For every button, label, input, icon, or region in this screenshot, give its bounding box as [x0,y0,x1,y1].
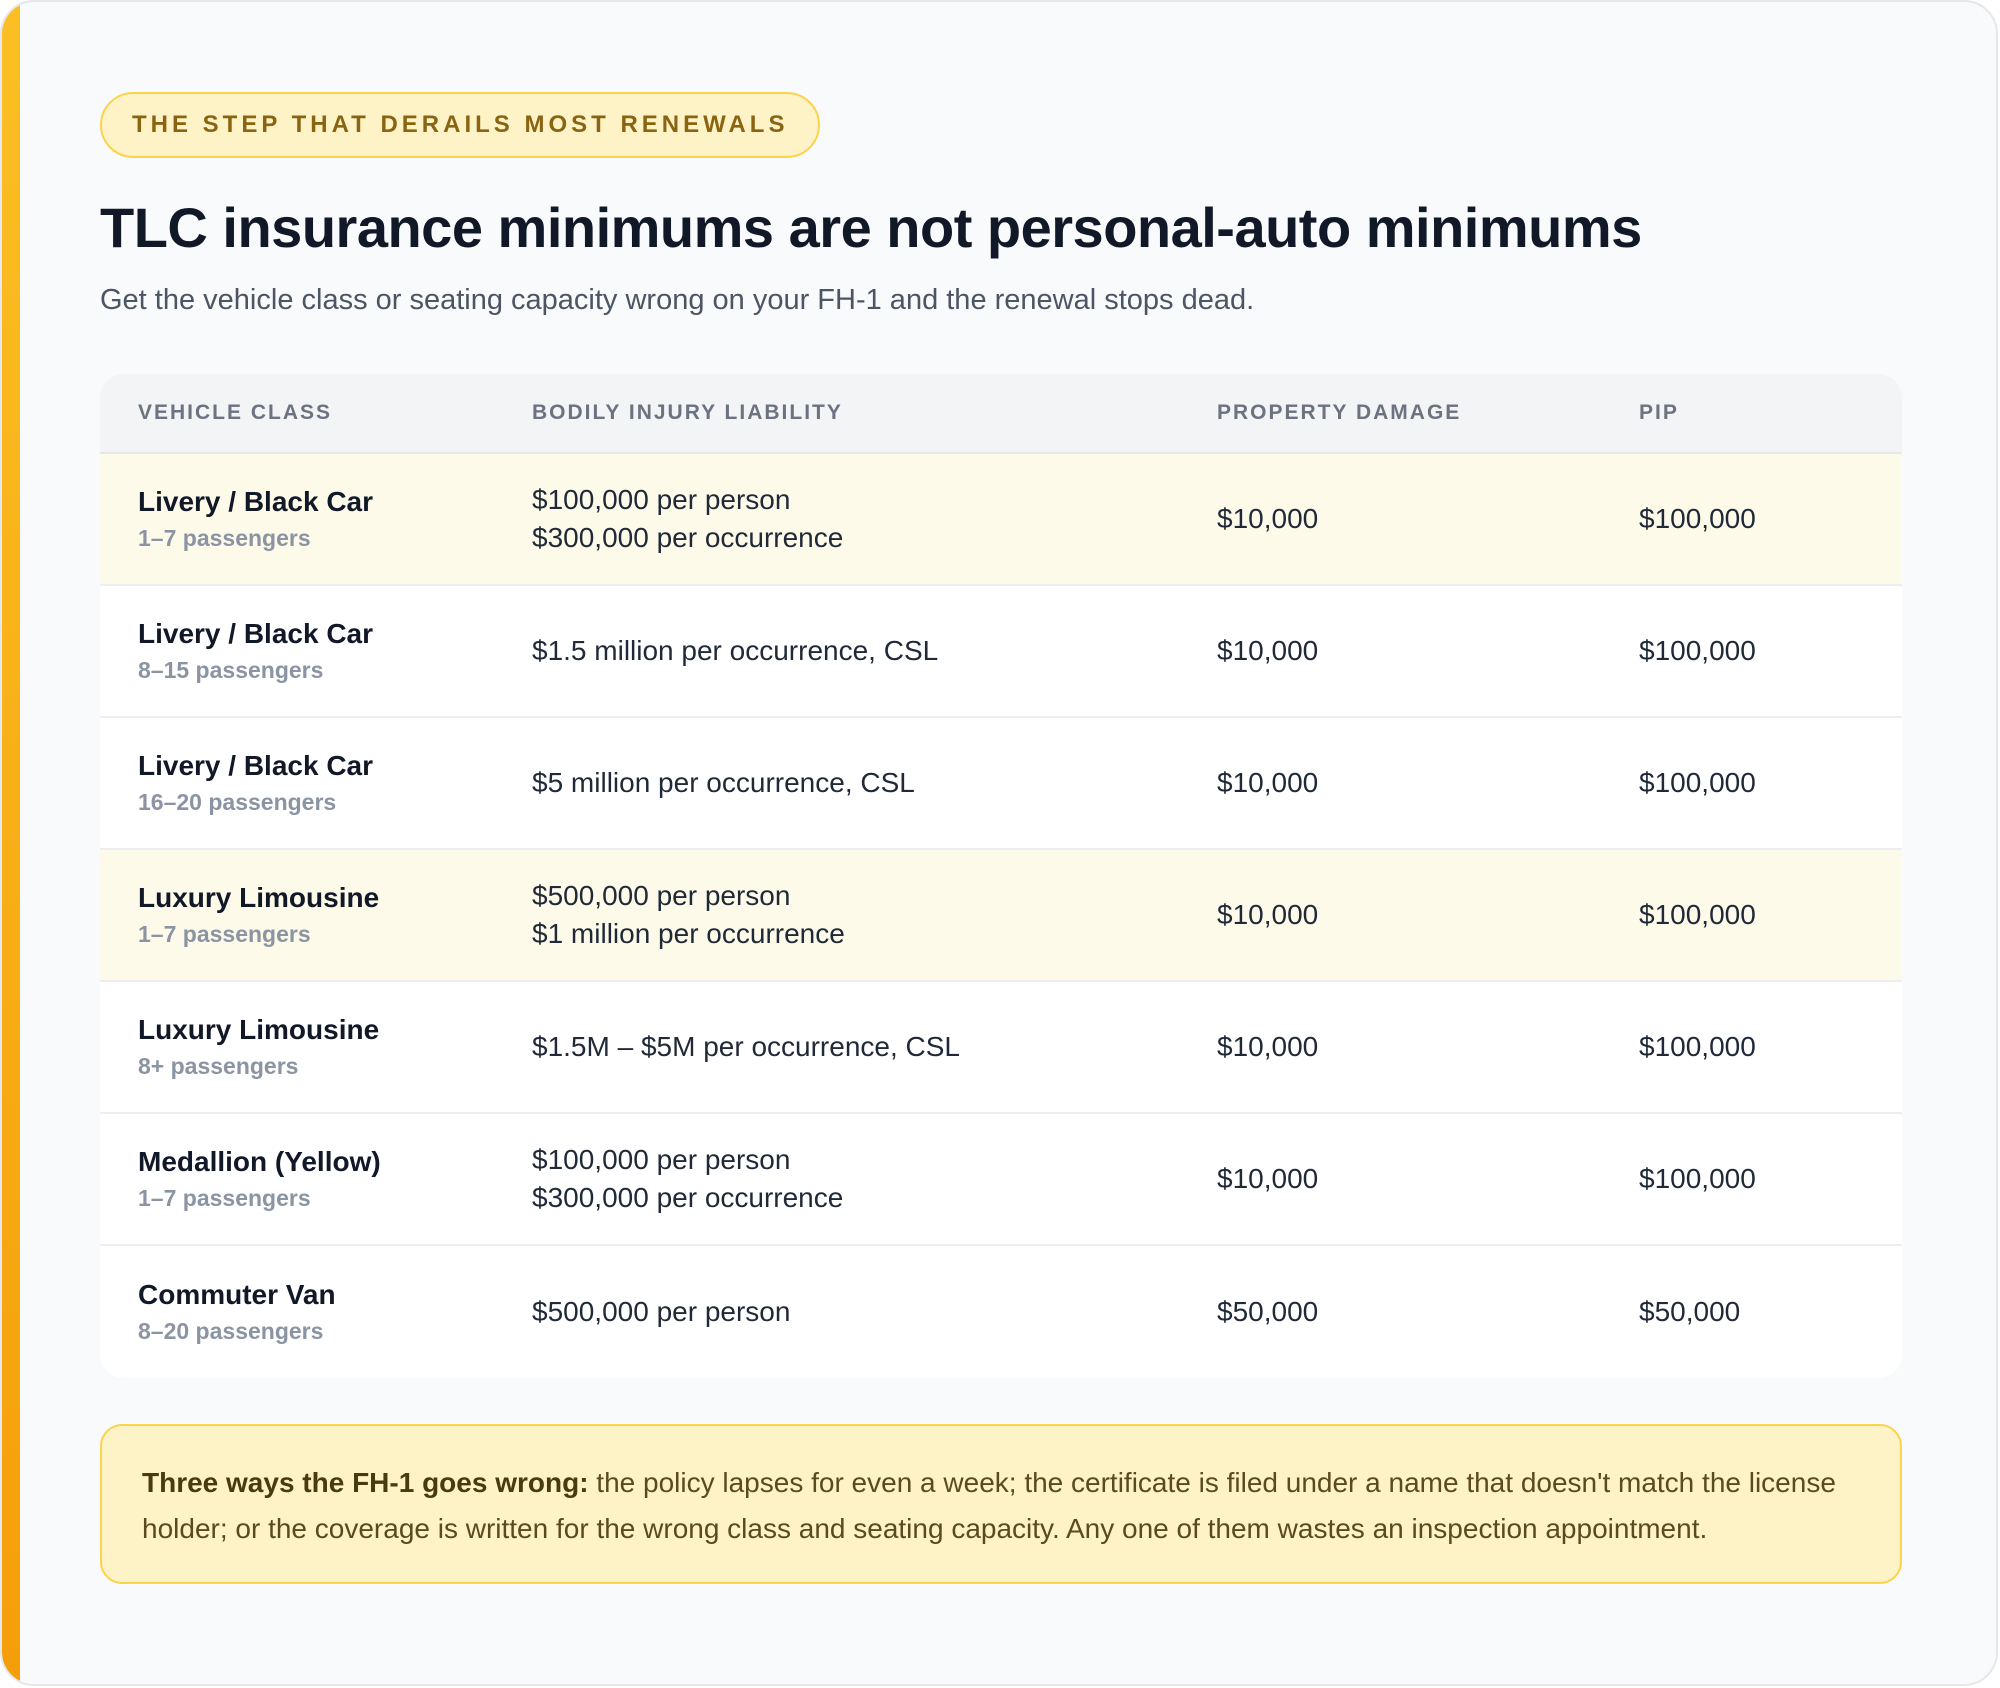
table-row [100,1114,1902,1246]
vehicle-class-cell [100,484,532,554]
vehicle-class-name: Luxury Limousine [138,1013,380,1045]
accent-bar [2,2,20,1684]
header-property-damage: PROPERTY DAMAGE [1217,401,1462,425]
header-vehicle-class: VEHICLE CLASS [138,401,333,425]
vehicle-class-cell [100,1144,532,1214]
bodily-injury-cell [532,481,1217,557]
table-row [100,586,1902,718]
property-damage-cell: $10,000 [1217,503,1319,535]
header-bodily-injury: BODILY INJURY LIABILITY [532,401,843,425]
minimums-table [100,374,1902,1378]
seating-capacity: 8–20 passengers [138,1318,324,1345]
page-title: TLC insurance minimums are not personal-auto minimums [100,196,1642,259]
bodily-injury-line: $100,000 per person [532,484,791,516]
seating-capacity: 16–20 passengers [138,789,337,816]
property-damage-cell: $10,000 [1217,899,1319,931]
seating-capacity: 1–7 passengers [138,1185,311,1212]
vehicle-class-name: Commuter Van [138,1278,336,1310]
table-header [100,374,1902,454]
pip-cell: $100,000 [1639,1031,1756,1063]
vehicle-class-cell [100,616,532,686]
table-row [100,1246,1902,1378]
bodily-injury-cell [532,1028,1217,1066]
vehicle-class-cell [100,1277,532,1347]
page-subtitle: Get the vehicle class or seating capacity wrong on your FH-1 and the renewal stops dead. [100,284,1255,317]
property-damage-cell: $10,000 [1217,1163,1319,1195]
vehicle-class-name: Livery / Black Car [138,617,374,649]
bodily-injury-cell [532,632,1217,670]
vehicle-class-cell [100,880,532,950]
property-damage-cell: $10,000 [1217,635,1319,667]
bodily-injury-cell [532,764,1217,802]
bodily-injury-cell [532,877,1217,953]
property-damage-cell: $50,000 [1217,1296,1319,1328]
vehicle-class-name: Livery / Black Car [138,485,374,517]
pip-cell: $100,000 [1639,503,1756,535]
pip-cell: $100,000 [1639,767,1756,799]
eyebrow-badge: THE STEP THAT DERAILS MOST RENEWALS [100,92,820,158]
bodily-injury-line: $1.5 million per occurrence, CSL [532,635,939,667]
pip-cell: $50,000 [1639,1296,1741,1328]
note-lead: Three ways the FH-1 goes wrong: [142,1467,589,1499]
bodily-injury-line: $500,000 per person [532,1296,791,1328]
warning-note [100,1424,1902,1584]
bodily-injury-line: $300,000 per occurrence [532,1182,844,1214]
bodily-injury-line: $1.5M – $5M per occurrence, CSL [532,1031,960,1063]
note-body: the policy lapses for even a week; the certificate is filed under a name that doesn't match the license holder; or the coverage is written for the wrong class and seating capacity. Any one of them wastes an inspection appointment. [142,1467,1836,1545]
pip-cell: $100,000 [1639,1163,1756,1195]
bodily-injury-cell [532,1293,1217,1331]
card-content [100,92,1902,1584]
bodily-injury-cell [532,1141,1217,1217]
bodily-injury-line: $100,000 per person [532,1144,791,1176]
pip-cell: $100,000 [1639,635,1756,667]
seating-capacity: 1–7 passengers [138,921,311,948]
property-damage-cell: $10,000 [1217,767,1319,799]
table-row [100,982,1902,1114]
seating-capacity: 8+ passengers [138,1053,299,1080]
pip-cell: $100,000 [1639,899,1756,931]
vehicle-class-name: Luxury Limousine [138,881,380,913]
bodily-injury-line: $1 million per occurrence [532,918,845,950]
seating-capacity: 1–7 passengers [138,525,311,552]
bodily-injury-line: $5 million per occurrence, CSL [532,767,915,799]
bodily-injury-line: $300,000 per occurrence [532,522,844,554]
property-damage-cell: $10,000 [1217,1031,1319,1063]
header-pip: PIP [1639,401,1679,425]
vehicle-class-cell [100,1012,532,1082]
vehicle-class-name: Medallion (Yellow) [138,1145,381,1177]
table-row [100,718,1902,850]
vehicle-class-name: Livery / Black Car [138,749,374,781]
vehicle-class-cell [100,748,532,818]
table-row [100,850,1902,982]
table-row [100,454,1902,586]
seating-capacity: 8–15 passengers [138,657,324,684]
bodily-injury-line: $500,000 per person [532,880,791,912]
